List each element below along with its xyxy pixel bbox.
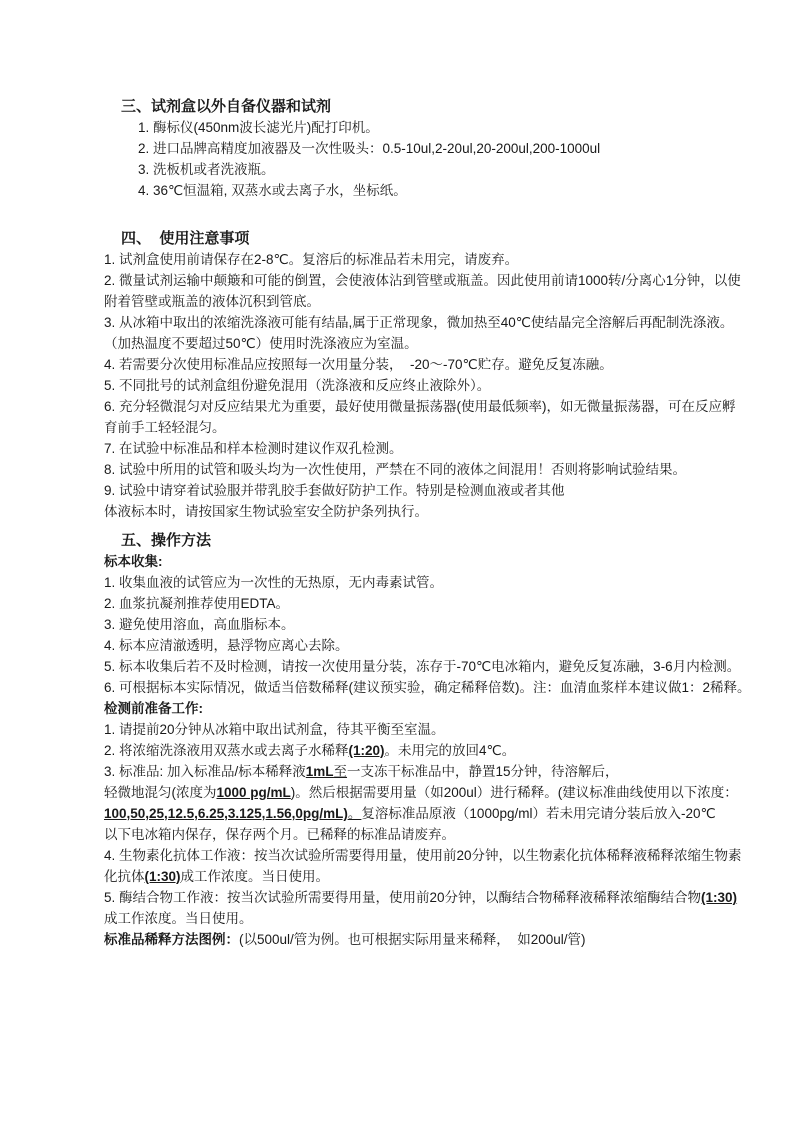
text-line: [104, 270, 741, 291]
text-line: [121, 530, 720, 551]
section-5-heading: [121, 530, 720, 551]
text-line: [104, 698, 720, 719]
text-run: 。未用完的放回4℃。: [384, 743, 516, 758]
text-run: 9. 试验中请穿着试验服并带乳胶手套做好防护工作。特别是检测血液或者其他: [104, 483, 565, 498]
text-line: [121, 96, 720, 117]
text-line: [104, 572, 720, 593]
text-run: 4. 生物素化抗体工作液：按当次试验所需要得用量，使用前20分钟，以生物素化抗体稀释液稀释浓缩生物素: [104, 848, 742, 863]
text-line: [104, 929, 720, 950]
text-run: 6. 可根据标本实际情况，做适当倍数稀释(建议预实验，确定稀释倍数)。注：血清血浆样本建议做1：2稀释。: [104, 680, 751, 695]
text-line: [104, 501, 720, 522]
sample-item-5: [104, 656, 741, 677]
text-line: [104, 291, 720, 312]
text-run: 5. 不同批号的试剂盒组份避免混用（洗涤液和反应终止液除外）。: [104, 378, 491, 393]
text-run: 标准品稀释方法图例：: [104, 932, 239, 947]
text-run: 1. 试剂盒使用前请保存在2-8℃。复溶后的标准品若未用完，请废弃。: [104, 252, 519, 267]
notice-item-4: [104, 354, 720, 375]
dilution-legend: [104, 929, 720, 950]
text-run: 。: [347, 806, 362, 821]
text-run: 1. 请提前20分钟从冰箱中取出试剂盒，待其平衡至室温。: [104, 722, 445, 737]
text-line: [104, 824, 720, 845]
text-line: [138, 159, 720, 180]
section-4-heading: [121, 228, 720, 249]
text-line: [104, 719, 720, 740]
text-run: 成工作浓度。当日使用。: [180, 869, 330, 884]
text-line: [104, 761, 720, 782]
text-line: [138, 117, 720, 138]
text-line: [104, 480, 720, 501]
text-line: [104, 438, 720, 459]
text-line: [104, 417, 720, 438]
text-run: 五、操作方法: [121, 532, 212, 549]
text-run: 7. 在试验中标准品和样本检测时建议作双孔检测。: [104, 441, 403, 456]
text-run: 2. 将浓缩洗涤液用双蒸水或去离子水稀释: [104, 743, 349, 758]
prep-label: [104, 698, 720, 719]
text-run: 8. 试验中所用的试管和吸头均为一次性使用，严禁在不同的液体之间混用！否则将影响试验结果。: [104, 462, 687, 477]
text-line: [104, 312, 734, 333]
text-run: 100,50,25,12.5,6.25,3.125,1.56,0pg/mL): [104, 806, 348, 821]
text-run: 6. 充分轻微混匀对反应结果尤为重要，最好使用微量振荡器(使用最低频率)，如无微量振荡器，可在反应孵: [104, 399, 736, 414]
text-run: 5. 酶结合物工作液：按当次试验所需要得用量，使用前20分钟，以酶结合物稀释液稀释浓缩酶结合物: [104, 890, 702, 905]
prep-item-5: [104, 887, 738, 929]
text-line: [104, 354, 720, 375]
text-line: [104, 635, 720, 656]
prep-item-3: [104, 761, 738, 845]
text-run: 1000 pg/mL: [216, 785, 291, 800]
notice-item-9: [104, 480, 720, 522]
text-line: [121, 228, 720, 249]
text-run: 至: [333, 764, 348, 779]
notice-item-7: [104, 438, 720, 459]
text-line: [104, 740, 720, 761]
text-run: (1:20): [348, 743, 385, 758]
text-run: 四、 使用注意事项: [121, 230, 250, 247]
text-run: 1. 酶标仪(450nm波长滤光片)配打印机。: [138, 120, 379, 135]
text-run: 标本收集:: [104, 554, 163, 569]
text-run: 4. 标本应清澈透明，悬浮物应离心去除。: [104, 638, 349, 653]
text-run: 3. 标准品: 加入标准品/标本稀释液: [104, 764, 306, 779]
sample-collection-label: [104, 551, 720, 572]
text-run: 3. 避免使用溶血，高血脂标本。: [104, 617, 295, 632]
text-run: 检测前准备工作:: [104, 701, 203, 716]
text-run: 4. 36℃恒温箱, 双蒸水或去离子水，坐标纸。: [138, 183, 407, 198]
text-run: 体液标本时，请按国家生物试验室安全防护条列执行。: [104, 504, 428, 519]
text-run: )。然后根据需要用量（如200ul）进行稀释。(建议标准曲线使用以下浓度：: [290, 785, 738, 800]
text-line: [104, 375, 720, 396]
text-run: (1:30): [701, 890, 738, 905]
notice-item-6: [104, 396, 736, 438]
text-line: [104, 782, 738, 803]
text-line: [104, 459, 720, 480]
text-line: [104, 908, 720, 929]
text-run: 5. 标本收集后若不及时检测，请按一次使用量分装，冻存于-70℃电冰箱内，避免反复冻融，3-6月内检测。: [104, 659, 741, 674]
instrument-item-1: [138, 117, 720, 138]
notice-item-5: [104, 375, 720, 396]
text-run: 2. 进口品牌高精度加液器及一次性吸头：0.5-10ul,2-20ul,20-200ul,200-1000ul: [138, 141, 601, 156]
sample-item-4: [104, 635, 720, 656]
text-run: 2. 血浆抗凝剂推荐使用EDTA。: [104, 596, 290, 611]
text-line: [104, 249, 720, 270]
notice-item-1: [104, 249, 720, 270]
notice-item-3: [104, 312, 734, 354]
text-run: 轻微地混匀(浓度为: [104, 785, 217, 800]
text-line: [138, 180, 720, 201]
section-3-heading: [121, 96, 720, 117]
text-line: [104, 593, 720, 614]
text-run: 2. 微量试剂运输中颠簸和可能的倒置，会使液体沾到管壁或瓶盖。因此使用前请1000转/分离心1分钟，以使: [104, 273, 741, 288]
text-run: (1:30): [144, 869, 181, 884]
text-run: 1mL: [305, 764, 334, 779]
text-line: [104, 396, 736, 417]
instrument-item-3: [138, 159, 720, 180]
prep-item-4: [104, 845, 742, 887]
text-run: 育前手工轻轻混匀。: [104, 420, 226, 435]
text-line: [104, 887, 738, 908]
sample-item-2: [104, 593, 720, 614]
text-run: 附着管壁或瓶盖的液体沉积到管底。: [104, 294, 320, 309]
text-run: 化抗体: [104, 869, 145, 884]
text-line: [104, 614, 720, 635]
text-line: [104, 866, 720, 887]
text-line: [138, 138, 720, 159]
text-run: 4. 若需要分次使用标准品应按照每一次用量分装， -20～-70℃贮存。避免反复冻融。: [104, 357, 613, 372]
notice-item-8: [104, 459, 720, 480]
notice-item-2: [104, 270, 741, 312]
text-run: 成工作浓度。当日使用。: [104, 911, 253, 926]
sample-item-6: [104, 677, 751, 698]
text-run: （加热温度不要超过50℃）使用时洗涤液应为室温。: [104, 336, 418, 351]
instrument-item-4: [138, 180, 720, 201]
prep-item-2: [104, 740, 720, 761]
text-run: 三、试剂盒以外自备仪器和试剂: [121, 98, 332, 115]
text-line: [104, 551, 720, 572]
instrument-item-2: [138, 138, 720, 159]
text-line: [104, 845, 742, 866]
prep-item-1: [104, 719, 720, 740]
text-line: [104, 656, 741, 677]
text-run: 3. 从冰箱中取出的浓缩洗涤液可能有结晶,属于正常现象，微加热至40℃使结晶完全溶解后再配制洗涤液。: [104, 315, 734, 330]
sample-item-1: [104, 572, 720, 593]
text-run: (以500ul/管为例。也可根据实际用量来稀释， 如200ul/管): [239, 932, 586, 947]
text-line: [104, 333, 720, 354]
sample-item-3: [104, 614, 720, 635]
text-run: 复溶标准品原液（1000pg/ml）若未用完请分装后放入-20℃: [361, 806, 716, 821]
document-content: [104, 96, 751, 950]
text-line: [104, 803, 720, 824]
text-line: [104, 677, 751, 698]
text-run: 1. 收集血液的试管应为一次性的无热原，无内毒素试管。: [104, 575, 444, 590]
text-run: 以下电冰箱内保存，保存两个月。已稀释的标准品请废弃。: [104, 827, 455, 842]
text-run: 一支冻干标准品中，静置15分钟，待溶解后，: [347, 764, 619, 779]
text-run: 3. 洗板机或者洗液瓶。: [138, 162, 275, 177]
